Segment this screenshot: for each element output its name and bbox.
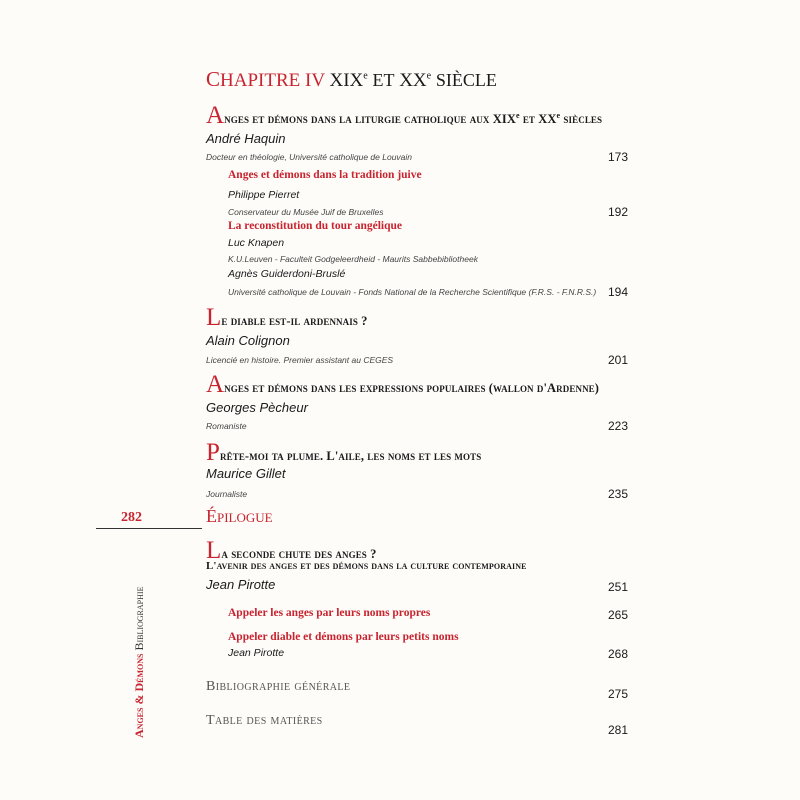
chapter-label-rest: HAPITRE xyxy=(220,70,301,91)
bibliographie-heading: Bibliographie générale xyxy=(206,679,351,694)
running-title-main: Anges & Démons xyxy=(132,653,146,738)
author-pirotte-2: Jean Pirotte xyxy=(228,647,285,659)
drop-cap: L xyxy=(206,537,222,564)
author-pierret: Philippe Pierret xyxy=(228,189,300,201)
author-gillet: Maurice Gillet xyxy=(206,466,286,481)
subentry-title-tour-angelique: La reconstitution du tour angélique xyxy=(228,220,403,232)
chapter-label-cap: C xyxy=(206,67,221,91)
title-sup-2: e xyxy=(556,110,561,120)
title-end: siècles xyxy=(560,112,603,126)
running-title-sub: Bibliographie xyxy=(132,586,146,651)
page-number-281: 281 xyxy=(607,723,628,737)
page-number-192: 192 xyxy=(607,205,628,219)
title-text: a seconde chute des anges ? xyxy=(221,547,377,561)
drop-cap: L xyxy=(206,304,222,331)
affiliation-haquin: Docteur en théologie, Université catholique de Louvain xyxy=(206,152,413,162)
entry-title-plume xyxy=(206,440,481,465)
subentry-title-tradition-juive: Anges et démons dans la tradition juive xyxy=(228,169,422,181)
divider-rule xyxy=(96,528,202,529)
chapter-sup-1: e xyxy=(363,70,368,82)
subentry-title-petits-noms: Appeler diable et démons par leurs petits noms xyxy=(228,631,459,643)
page-number-235: 235 xyxy=(607,487,628,501)
entry-title-expressions xyxy=(206,372,599,397)
title-text: nges et démons dans les expressions populaires (wallon d'Ardenne) xyxy=(224,381,600,395)
chapter-siecle: SIÈCLE xyxy=(435,70,497,90)
author-haquin: André Haquin xyxy=(206,131,286,146)
chapter-et: ET xyxy=(372,70,395,90)
page-number-194: 194 xyxy=(607,285,628,299)
affiliation-guiderdoni: Université catholique de Louvain - Fonds National de la Recherche Scientifique (F.R.S. - F.N.R.S.) xyxy=(228,287,597,297)
author-knapen: Luc Knapen xyxy=(228,237,285,249)
affiliation-pierret: Conservateur du Musée Juif de Bruxelles xyxy=(228,207,384,217)
affiliation-pecheur: Romaniste xyxy=(206,421,247,431)
page-number-268: 268 xyxy=(607,647,628,661)
epilogue-heading: Épilogue xyxy=(206,506,273,526)
chapter-heading xyxy=(206,67,497,92)
title-text: e diable est-il ardennais ? xyxy=(221,314,368,328)
entry-subtitle-avenir: L'avenir des anges et des démons dans la culture contemporaine xyxy=(206,560,527,572)
entry-title-ardennais xyxy=(206,305,368,330)
page-number-173: 173 xyxy=(607,150,628,164)
chapter-century-1: XIX xyxy=(329,70,364,91)
title-text: nges et démons dans la liturgie catholique aux XIX xyxy=(224,112,516,126)
chapter-sup-2: e xyxy=(426,70,432,82)
author-pecheur: Georges Pècheur xyxy=(206,400,308,415)
page-number-201: 201 xyxy=(607,353,628,367)
table-heading: Table des matières xyxy=(206,713,323,728)
page-number-223: 223 xyxy=(607,419,628,433)
affiliation-colignon: Licencié en histoire. Premier assistant au CEGES xyxy=(206,355,394,365)
author-pirotte: Jean Pirotte xyxy=(206,577,276,592)
page-number-275: 275 xyxy=(607,687,628,701)
affiliation-gillet: Journaliste xyxy=(206,489,248,499)
subentry-title-noms-propres: Appeler les anges par leurs noms propres xyxy=(228,607,431,619)
page-number-251: 251 xyxy=(607,580,628,594)
affiliation-knapen: K.U.Leuven - Faculteit Godgeleerdheid - Maurits Sabbebibliotheek xyxy=(228,254,478,264)
author-colignon: Alain Colignon xyxy=(206,333,290,348)
drop-cap: A xyxy=(206,371,225,398)
running-title xyxy=(132,587,147,738)
author-guiderdoni: Agnès Guiderdoni-Bruslé xyxy=(228,268,346,280)
page-number: 282 xyxy=(121,510,142,525)
entry-title-liturgie xyxy=(206,103,602,128)
chapter-century-2: XX xyxy=(399,70,427,91)
title-sup-1: e xyxy=(515,110,520,120)
page-number-265: 265 xyxy=(607,608,628,622)
drop-cap: A xyxy=(206,102,225,129)
drop-cap: P xyxy=(206,439,221,466)
title-text: rête-moi ta plume. L'aile, les noms et les mots xyxy=(220,449,482,463)
title-mid: et XX xyxy=(519,112,557,126)
chapter-number: IV xyxy=(305,70,325,91)
